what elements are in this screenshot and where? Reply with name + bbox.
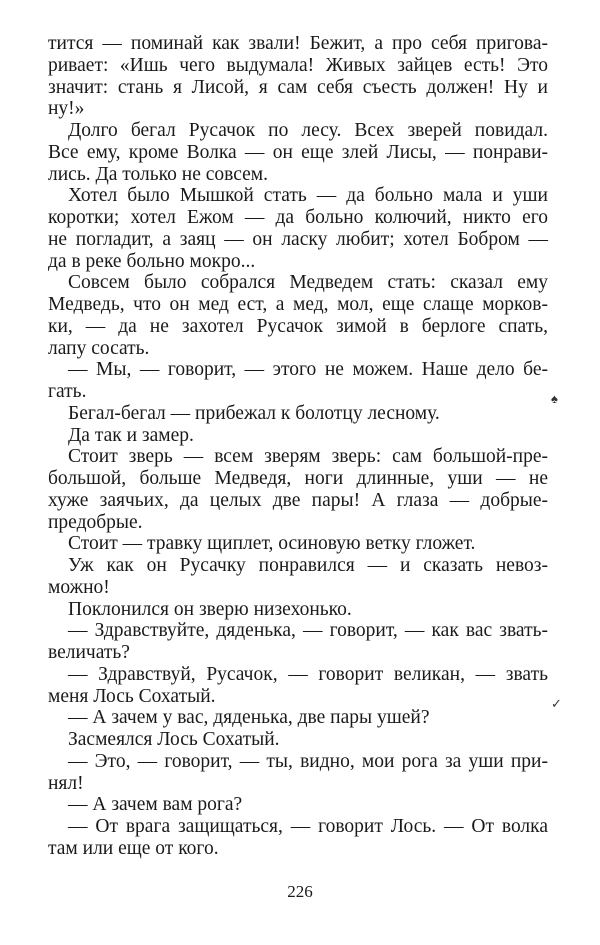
text-line: ривает: «Ишь чего выдумала! Живых зайцев есть! Это xyxy=(48,54,548,76)
text-line: — А зачем вам рога? xyxy=(68,794,243,816)
text-line: ну!» xyxy=(48,98,85,120)
text-line: лись. Да только не совсем. xyxy=(48,163,269,185)
text-line: предобрые. xyxy=(48,511,143,533)
margin-checkmark-icon: ✓ xyxy=(551,696,562,711)
text-line: меня Лось Сохатый. xyxy=(48,685,216,707)
text-line: значит: стань я Лисой, я сам себя съесть должен! Ну и xyxy=(48,76,548,98)
text-line: не погладит, а заяц — он ласку любит; хотел Бобром — xyxy=(48,228,548,250)
text-line: лапу сосать. xyxy=(48,337,150,359)
page-number: 226 xyxy=(287,882,313,901)
text-line: Засмеялся Лось Сохатый. xyxy=(68,729,280,750)
text-line: Уж как он Русачку понравился — и сказать невоз- xyxy=(68,555,548,576)
text-line: можно! xyxy=(48,576,110,598)
text-line: гать. xyxy=(48,381,87,402)
text-line: Совсем было собрался Медведем стать: сказал ему xyxy=(68,272,548,294)
text-line: тится — поминай как звали! Бежит, а про себя пригова- xyxy=(48,33,548,54)
text-line: — Здравствуй, Русачок, — говорит великан, — звать xyxy=(68,663,548,685)
margin-mark-icon: ♠ xyxy=(551,391,558,406)
text-line: там или еще от кого. xyxy=(48,837,219,859)
page-body-text xyxy=(48,33,548,860)
text-line: Бегал-бегал — прибежал к болотцу лесному. xyxy=(68,402,440,424)
text-line: коротки; хотел Ежом — да больно колючий, никто его xyxy=(48,207,548,228)
text-line: Да так и замер. xyxy=(68,424,194,446)
text-line: хуже заячьих, да целых две пары! А глаза — добрые- xyxy=(48,489,548,511)
text-line: Поклонился он зверю низехонько. xyxy=(68,598,352,620)
text-line: — А зачем у вас, дяденька, две пары ушей? xyxy=(68,707,430,729)
text-line: Все ему, кроме Волка — он еще злей Лисы, — понрави- xyxy=(48,141,548,163)
text-line: Медведь, что он мед ест, а мед, мол, еще слаще морков- xyxy=(48,294,548,315)
text-line: Стоит зверь — всем зверям зверь: сам большой-пре- xyxy=(68,446,548,468)
text-line: большой, больше Медведя, ноги длинные, уши — не xyxy=(48,468,548,489)
text-line: нял! xyxy=(48,772,84,794)
text-line: ки, — да не захотел Русачок зимой в берлоге спать, xyxy=(48,315,548,337)
text-line: Хотел было Мышкой стать — да больно мала и уши xyxy=(68,185,548,207)
text-line: — Мы, — говорит, — этого не можем. Наше дело бе- xyxy=(68,359,548,381)
text-line: величать? xyxy=(48,642,130,663)
text-line: — Это, — говорит, — ты, видно, мои рога за уши при- xyxy=(68,750,548,772)
text-line: да в реке больно мокро... xyxy=(48,250,256,272)
text-line: — Здравствуйте, дяденька, — говорит, — как вас звать- xyxy=(68,620,548,642)
text-line: — От врага защищаться, — говорит Лось. — От волка xyxy=(68,816,548,837)
text-line: Стоит — травку щиплет, осиновую ветку гложет. xyxy=(68,533,476,555)
text-line: Долго бегал Русачок по лесу. Всех зверей повидал. xyxy=(68,120,548,141)
